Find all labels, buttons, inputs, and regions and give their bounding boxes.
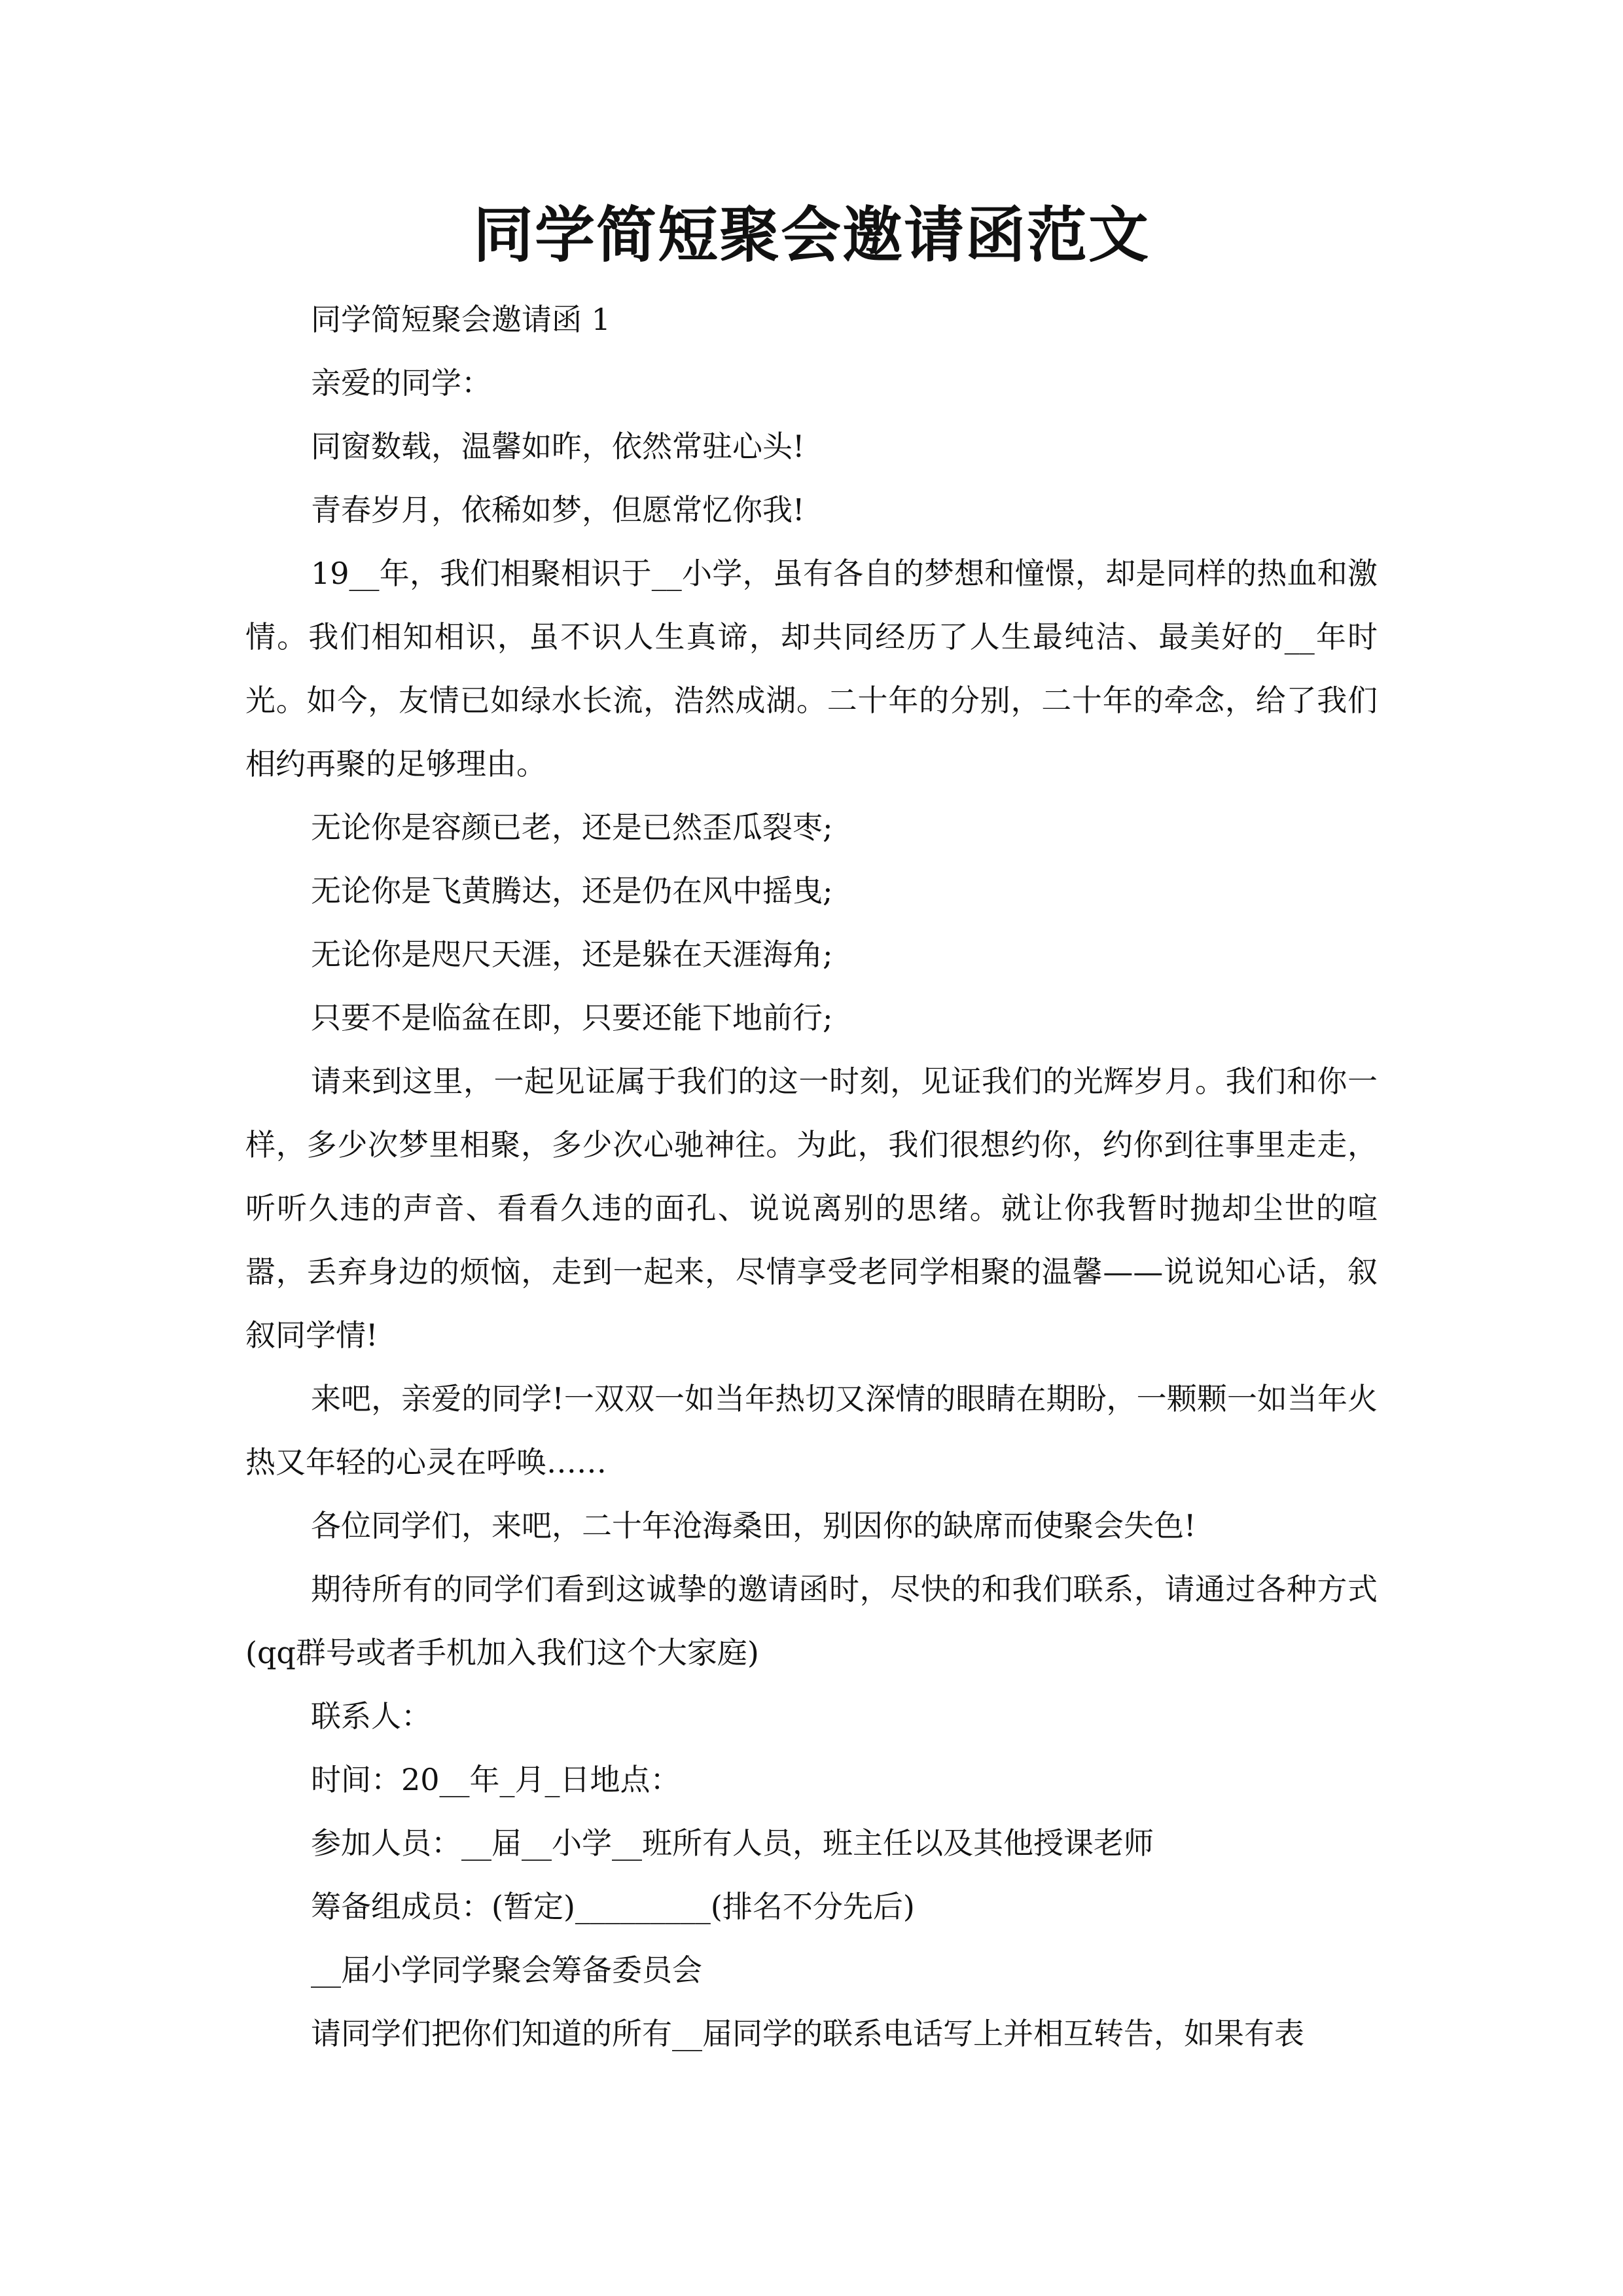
paragraph-verse-2: 青春岁月，依稀如梦，但愿常忆你我! — [311, 492, 805, 528]
paragraph-line-3: 无论你是咫尺天涯，还是躲在天涯海角; — [311, 937, 833, 972]
field-participants: 参加人员：__届__小学__班所有人员，班主任以及其他授课老师 — [311, 1825, 1154, 1861]
field-contact-person: 联系人： — [311, 1698, 431, 1734]
paragraph-verse-1: 同窗数载，温馨如昨，依然常驻心头! — [311, 429, 805, 464]
paragraph-closing: 请同学们把你们知道的所有__届同学的联系电话写上并相互转告，如果有表 — [311, 2016, 1304, 2051]
salutation: 亲爱的同学： — [311, 365, 491, 401]
paragraph-come: 来吧，亲爱的同学!一双双一如当年热切又深情的眼睛在期盼，一颗颗一如当年火热又年轻的心灵在呼唤…… — [245, 1381, 1378, 1480]
paragraph-contact-request: 期待所有的同学们看到这诚挚的邀请函时，尽快的和我们联系，请通过各种方式(qq群号或者手机加入我们这个大家庭) — [245, 1571, 1378, 1670]
subtitle-invitation-1: 同学简短聚会邀请函 1 — [311, 302, 611, 337]
field-time-location: 时间：20__年_月_日地点： — [311, 1762, 681, 1797]
paragraph-line-4: 只要不是临盆在即，只要还能下地前行; — [311, 1000, 833, 1035]
document-page — [245, 196, 1378, 2066]
paragraph-invitation: 请来到这里，一起见证属于我们的这一时刻，见证我们的光辉岁月。我们和你一样，多少次梦里相聚，多少次心驰神往。为此，我们很想约你，约你到往事里走走，听听久违的声音、看看久违的面孔、说说离别的思绪。就让你我暂时抛却尘世的喧嚣，丢弃身边的烦恼，走到一起来，尽情享受老同学相聚的温馨——说说知心话，叙叙同学情! — [245, 1064, 1378, 1353]
paragraph-history: 19__年，我们相聚相识于__小学，虽有各自的梦想和憧憬，却是同样的热血和激情。我们相知相识，虽不识人生真谛，却共同经历了人生最纯洁、最美好的__年时光。如今，友情已如绿水长流，浩然成湖。二十年的分别，二十年的牵念，给了我们相约再聚的足够理由。 — [245, 556, 1378, 781]
field-organizers: 筹备组成员：(暂定)_________(排名不分先后) — [311, 1889, 915, 1924]
document-title: 同学简短聚会邀请函范文 — [473, 200, 1150, 270]
paragraph-classmates: 各位同学们，来吧，二十年沧海桑田，别因你的缺席而使聚会失色! — [311, 1508, 1196, 1543]
paragraph-line-1: 无论你是容颜已老，还是已然歪瓜裂枣; — [311, 810, 833, 845]
paragraph-line-2: 无论你是飞黄腾达，还是仍在风中摇曳; — [311, 873, 833, 908]
signature-committee: __届小学同学聚会筹备委员会 — [311, 1952, 702, 1988]
